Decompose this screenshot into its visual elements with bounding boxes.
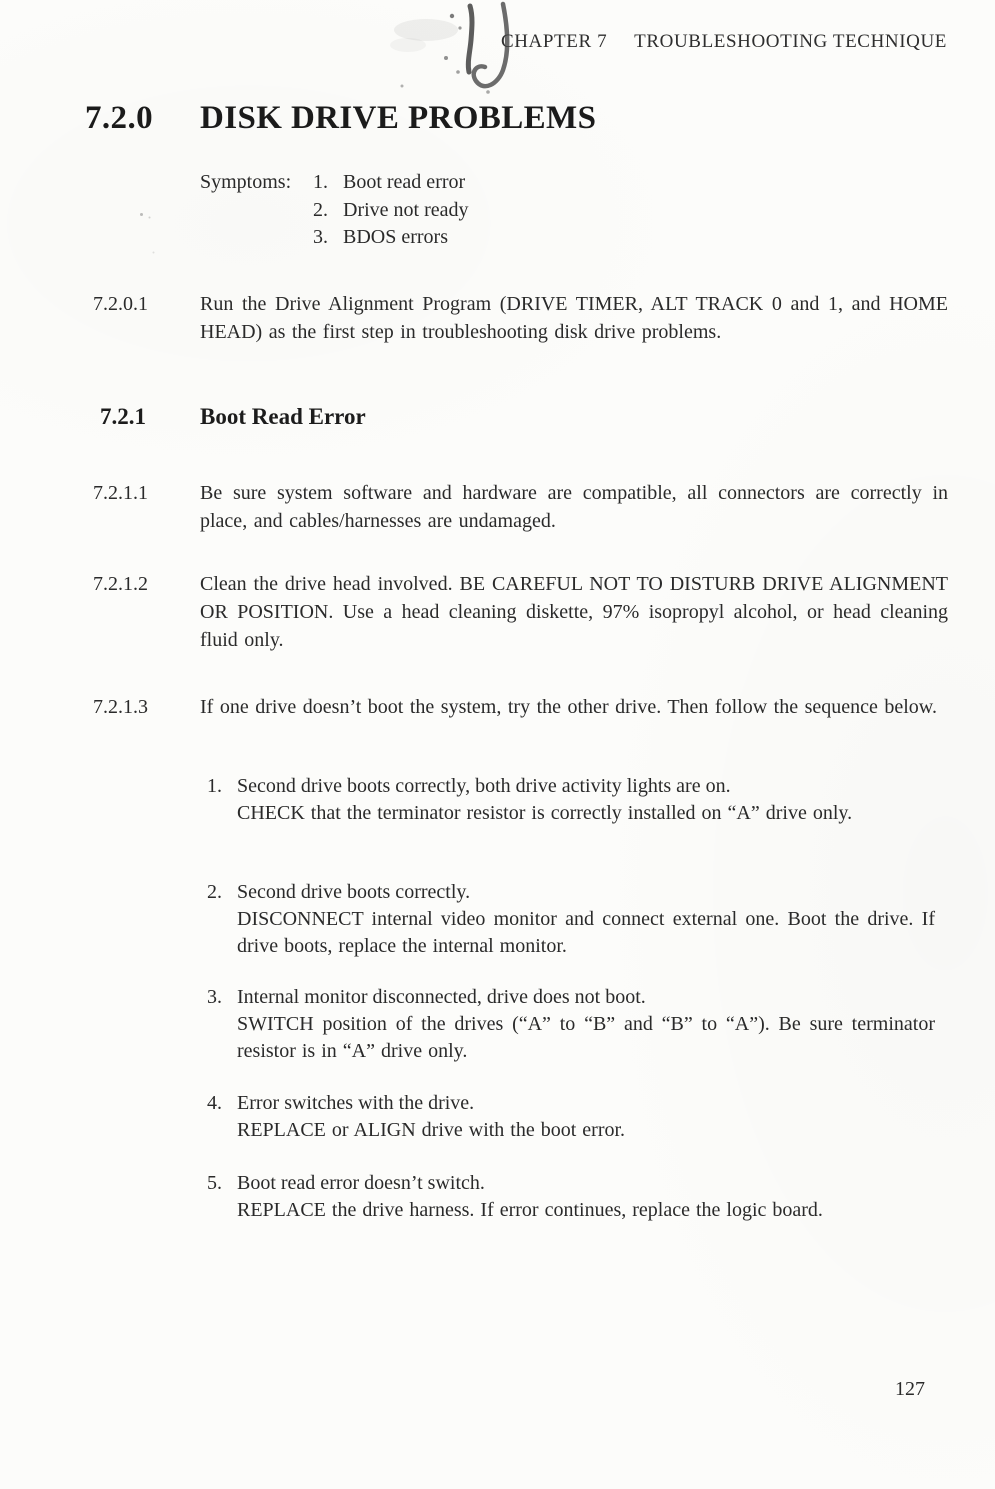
troubleshooting-step bbox=[207, 773, 935, 827]
paragraph-7212 bbox=[93, 570, 948, 654]
subsection-number: 7.2.1 bbox=[100, 404, 146, 429]
paragraph-text: If one drive doesn’t boot the system, try the other drive. Then follow the sequence below. bbox=[200, 696, 937, 718]
step-symptom: Second drive boots correctly, both drive activity lights are on. bbox=[237, 775, 731, 797]
scan-artifact bbox=[140, 213, 143, 216]
paragraph-7213 bbox=[93, 693, 948, 721]
step-body bbox=[237, 1170, 935, 1224]
step-action: REPLACE the drive harness. If error continues, replace the logic board. bbox=[237, 1199, 823, 1221]
section-number: 7.2.0 bbox=[85, 100, 153, 136]
list-item-number: 1. bbox=[313, 171, 328, 193]
step-number: 3. bbox=[207, 986, 222, 1008]
troubleshooting-step bbox=[207, 1090, 935, 1144]
step-symptom: Internal monitor disconnected, drive does not boot. bbox=[237, 986, 646, 1008]
step-action: CHECK that the terminator resistor is correctly installed on “A” drive only. bbox=[237, 802, 853, 824]
list-item bbox=[313, 197, 469, 225]
step-symptom: Error switches with the drive. bbox=[237, 1092, 475, 1114]
paragraph-number: 7.2.0.1 bbox=[93, 293, 148, 315]
step-number: 4. bbox=[207, 1092, 222, 1114]
symptoms-list bbox=[313, 169, 469, 252]
paragraph-7201 bbox=[93, 290, 948, 346]
section-title-label: DISK DRIVE PROBLEMS bbox=[200, 100, 597, 136]
paragraph-text: Be sure system software and hardware are compatible, all connectors are correctly in place, and cables/harnesses are undamaged. bbox=[200, 482, 948, 532]
chapter-label: CHAPTER 7 bbox=[500, 31, 608, 52]
step-symptom: Boot read error doesn’t switch. bbox=[237, 1172, 485, 1194]
step-symptom: Second drive boots correctly. bbox=[237, 881, 471, 903]
symptoms-block bbox=[200, 169, 469, 252]
step-body bbox=[237, 984, 935, 1065]
section-title bbox=[85, 100, 596, 137]
paragraph-text: Clean the drive head involved. BE CAREFUL NOT TO DISTURB DRIVE ALIGNMENT OR POSITION. Use a head cleaning diskette, 97% isopropyl alcohol, or head cleaning fluid only. bbox=[200, 573, 948, 651]
ink-smudge-artifact bbox=[388, 0, 548, 110]
list-item-number: 2. bbox=[313, 198, 328, 221]
paragraph-number: 7.2.1.2 bbox=[93, 573, 148, 595]
symptoms-label: Symptoms: bbox=[200, 171, 292, 193]
troubleshooting-step bbox=[207, 984, 935, 1065]
step-body bbox=[237, 1090, 935, 1144]
step-number: 1. bbox=[207, 775, 222, 797]
step-body bbox=[237, 773, 935, 827]
page-number: 127 bbox=[895, 1378, 925, 1400]
list-item bbox=[313, 169, 469, 197]
list-item-text: Drive not ready bbox=[343, 198, 469, 221]
list-item-text: Boot read error bbox=[343, 171, 466, 193]
step-action: SWITCH position of the drives (“A” to “B” and “B” to “A”). Be sure terminator resistor is in “A” drive only. bbox=[237, 1013, 935, 1062]
list-item-text: BDOS errors bbox=[343, 226, 448, 248]
step-action: DISCONNECT internal video monitor and connect external one. Boot the drive. If drive boots, replace the internal monitor. bbox=[237, 908, 935, 957]
step-number: 2. bbox=[207, 881, 222, 903]
troubleshooting-step bbox=[207, 1170, 935, 1224]
paragraph-number: 7.2.1.3 bbox=[93, 696, 148, 718]
step-number: 5. bbox=[207, 1172, 222, 1194]
step-body bbox=[237, 879, 935, 960]
paragraph-7211 bbox=[93, 479, 948, 535]
paragraph-number: 7.2.1.1 bbox=[93, 482, 148, 504]
chapter-title: TROUBLESHOOTING TECHNIQUE bbox=[634, 31, 947, 52]
paragraph-text: Run the Drive Alignment Program (DRIVE TIMER, ALT TRACK 0 and 1, and HOME HEAD) as the first step in troubleshooting disk drive problems. bbox=[200, 293, 948, 343]
list-item bbox=[313, 224, 469, 252]
troubleshooting-step bbox=[207, 879, 935, 960]
subsection-title-label: Boot Read Error bbox=[200, 404, 366, 429]
page-header bbox=[501, 31, 947, 53]
list-item-number: 3. bbox=[313, 226, 328, 248]
subsection-heading bbox=[100, 404, 366, 430]
step-action: REPLACE or ALIGN drive with the boot error. bbox=[237, 1119, 626, 1141]
